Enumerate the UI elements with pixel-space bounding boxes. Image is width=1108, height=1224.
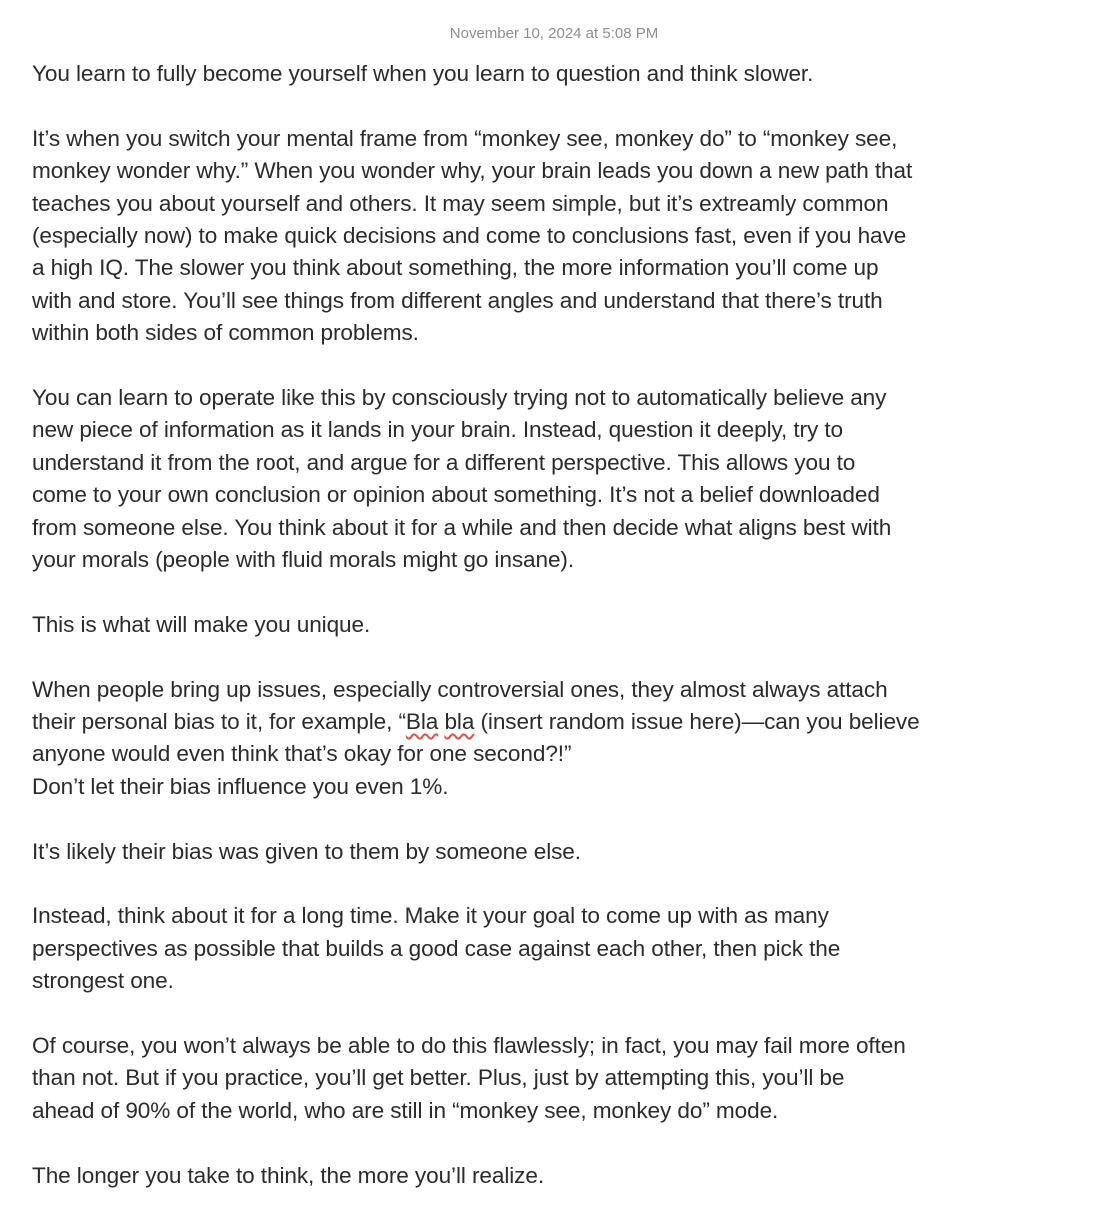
paragraph-9 [32, 1160, 1082, 1192]
misspelled-word[interactable]: bla [444, 709, 475, 735]
text-line: You learn to fully become yourself when you learn to question and think slower. [32, 61, 814, 86]
text-line: teaches you about yourself and others. It may seem simple, but it’s extreamly common [32, 190, 889, 216]
text-line: When people bring up issues, especially controversial ones, they almost always attach [32, 676, 888, 702]
paragraph-6 [32, 836, 1082, 868]
misspelled-word[interactable]: Bla [405, 709, 439, 735]
text-line: Of course, you won’t always be able to do this flawlessly; in fact, you may fail more often [32, 1033, 906, 1059]
note-body[interactable] [32, 58, 1082, 1192]
note-content[interactable] [32, 22, 1082, 1224]
text-line: perspectives as possible that builds a good case against each other, then pick the [32, 935, 841, 961]
text-line: It’s likely their bias was given to them by someone else. [32, 838, 581, 864]
text-line: with and store. You’ll see things from different angles and understand that there’s truth [32, 287, 883, 313]
paragraph-4 [32, 609, 1082, 641]
text-line: strongest one. [32, 968, 174, 994]
paragraph-5 [32, 674, 1082, 804]
text-line: anyone would even think that’s okay for one second?!” [32, 741, 572, 767]
text-line: new piece of information as it lands in your brain. Instead, question it deeply, try to [32, 417, 843, 443]
text-line: It’s when you switch your mental frame from “monkey see, monkey do” to “monkey see, [32, 125, 898, 151]
paragraph-3 [32, 382, 1082, 576]
paragraph-1 [32, 58, 1082, 90]
text-line: This is what will make you unique. [32, 611, 371, 637]
text-line: The longer you take to think, the more you’ll realize. [32, 1162, 545, 1188]
paragraph-2 [32, 123, 1082, 350]
text-line: Don’t let their bias influence you even 1%. [32, 773, 449, 799]
text-line: come to your own conclusion or opinion about something. It’s not a belief downloaded [32, 482, 880, 508]
text-line: a high IQ. The slower you think about something, the more information you’ll come up [32, 255, 879, 281]
text-line: Instead, think about it for a long time. Make it your goal to come up with as many [32, 903, 829, 929]
note-timestamp: November 10, 2024 at 5:08 PM [449, 25, 659, 42]
text-line: understand it from the root, and argue for a different perspective. This allows you to [32, 449, 856, 475]
text-line: You can learn to operate like this by consciously trying not to automatically believe any [32, 385, 887, 411]
text-line: your morals (people with fluid morals might go insane). [32, 547, 575, 573]
paragraph-7 [32, 900, 1082, 997]
paragraph-8 [32, 1030, 1082, 1127]
text-line: ahead of 90% of the world, who are still in “monkey see, monkey do” mode. [32, 1097, 779, 1123]
text-line: monkey wonder why.” When you wonder why, your brain leads you down a new path that [32, 158, 913, 184]
text-line: from someone else. You think about it for a while and then decide what aligns best with [32, 514, 892, 540]
text-line-with-spellcheck: their personal bias to it, for example, “Bla bla (insert random issue here)—can you believe [32, 709, 920, 735]
text-line: (especially now) to make quick decisions and come to conclusions fast, even if you have [32, 223, 907, 249]
text-line: than not. But if you practice, you’ll get better. Plus, just by attempting this, you’ll be [32, 1065, 845, 1091]
text-line: within both sides of common problems. [32, 320, 419, 346]
